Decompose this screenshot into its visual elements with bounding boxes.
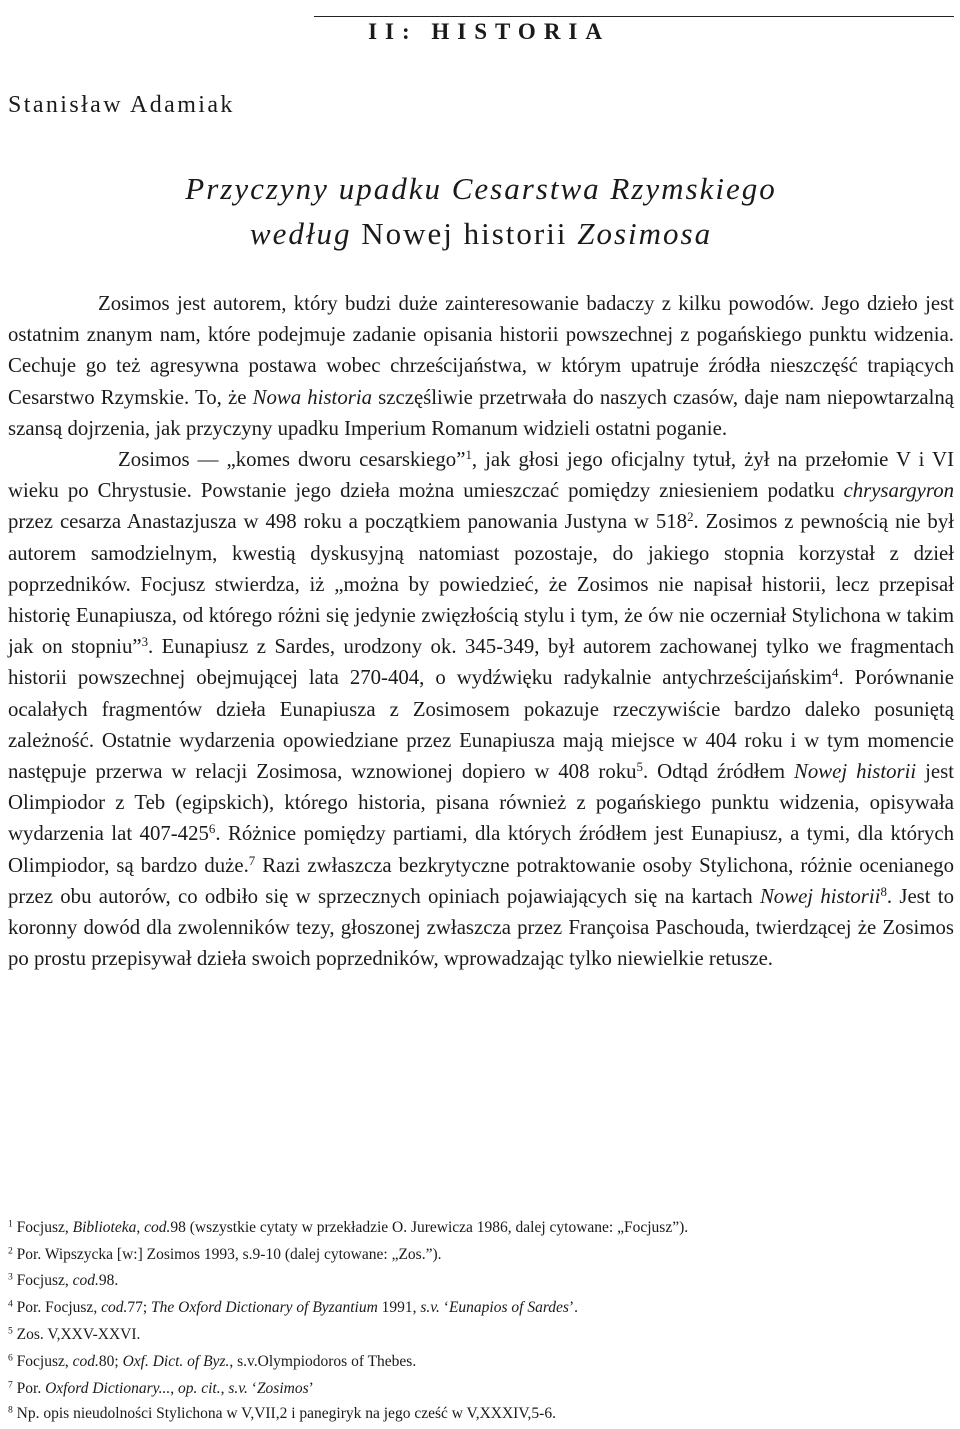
footnote-ref[interactable]: 8 [880,884,887,899]
article-body [8,288,954,974]
footnote-ref[interactable]: 2 [687,510,694,525]
text-run: Zosimos jest autorem, który budzi duże zainteresowanie badaczy z kilku powodów. Jego dzieło jest ostatnim znanym nam, które podejmuje zadanie opisania historii powszechnej z pogańskiego punktu widzenia. Cechuje go też agresywna postawa wobec chrześcijaństwa, w którym upatruje źródła nieszczęść trapiących Cesarstwo Rzymskie. To, że [8,292,954,409]
footnote-ref[interactable]: 1 [465,447,472,462]
footnote-1 [8,1218,954,1238]
italic-run: cod. [144,1219,171,1236]
italic-run: The Oxford Dictionary of Byzantium [151,1299,378,1316]
footnote-2 [8,1245,954,1265]
text-run: . Odtąd źródłem [642,760,794,784]
footnote-number: 3 [8,1271,13,1283]
text-run: 1991, [377,1299,421,1316]
text-run: Por. [12,1380,46,1397]
italic-run: Biblioteka [72,1219,137,1236]
italic-run: Oxford Dictionary... [45,1380,171,1397]
text-run: . Porównanie ocalałych fragmentów dzieła Eunapiusza z Zosimosem pokazuje rzeczywiście bardzo daleko posuniętą zależność. Ostatnie wydarzenia opowiedziane przez Eunapiusza mają miejsce w 404 roku i w tym momencie następuje przerwa w relacji Zosimosa, wznowionej dopiero w 408 roku [8,666,954,784]
italic-run: Nowej historii [759,884,881,908]
footnote-number: 8 [8,1404,13,1416]
text-run: , [220,1380,229,1397]
text-run: Razi zwłaszcza bezkrytyczne potraktowanie osoby Stylichona, różnie ocenianego przez obu autorów, co odbiło się w sprzecznych opiniach pojawiających się na kartach [8,853,954,908]
footnote-number: 5 [8,1325,13,1337]
text-run: . Eunapiusz z Sardes, urodzony ok. 345-349, był autorem zachowanej tylko we fragmentach historii powszechnej obejmującej lata 270-404, o wydźwięku radykalnie antychrześcijańskim [8,635,955,690]
text-run: Por. Wipszycka [w:] Zosimos 1993, s.9-10 (dalej cytowane: „Zos.”). [12,1246,442,1263]
footnote-5 [8,1325,954,1345]
section-header: II: HISTORIA [314,16,954,45]
italic-run: Nowej historii [793,760,917,784]
text-run: . Różnice pomiędzy partiami, dla których źródłem jest Eunapiusz, a tymi, dla których Olimpiodor, są bardzo duże. [8,822,954,877]
paragraph-2 [8,444,954,974]
paragraph-1 [8,288,954,444]
text-run: Focjusz, [12,1353,73,1370]
text-run: szczęśliwie przetrwała do naszych czasów, daje nam niepowtarzalną szansą dojrzenia, jak przyczyny upadku Imperium Romanum widzieli ostatni poganie. [8,385,954,440]
text-run: Focjusz, [12,1219,73,1236]
footnote-ref[interactable]: 7 [248,853,256,868]
italic-run: cod. [72,1272,99,1289]
text-run: , s.v.Olympiodoros of Thebes. [229,1353,417,1370]
footnote-ref[interactable]: 3 [141,635,149,650]
footnote-8 [8,1404,954,1424]
text-run: Por. Focjusz, [12,1299,102,1316]
footnote-number: 7 [8,1379,13,1391]
italic-run: s.v. [228,1380,248,1397]
text-run: Np. opis nieudolności Stylichona w V,VII,2 i panegiryk na jego cześć w V,XXXIV,5-6. [12,1405,556,1422]
italic-run: chrysargyron [843,479,954,503]
article-title [8,166,954,256]
title-line-2 [8,211,954,256]
title-zosimosa: Zosimosa [577,216,713,251]
footnote-number: 6 [8,1352,13,1364]
text-run: , jak głosi jego oficjalny tytuł, żył na przełomie V i VI wieku po Chrystusie. Powstanie jego dzieła można umieszczać pomiędzy zniesieniem podatku [8,448,954,503]
author-name: Stanisław Adamiak [8,92,235,118]
footnote-7 [8,1379,954,1399]
italic-run: Eunapios of Sardes [448,1299,569,1316]
text-run: Zos. V,XXV-XXVI. [12,1326,141,1343]
footnote-ref[interactable]: 6 [208,822,216,837]
footnote-ref[interactable]: 5 [636,759,643,774]
footnote-number: 1 [8,1218,13,1230]
text-run: 80; [98,1353,123,1370]
italic-run: s.v. [420,1299,440,1316]
text-run: 98 (wszystkie cytaty w przekładzie O. Jurewicza 1986, dalej cytowane: „Focjusz”). [170,1219,689,1236]
title-nowej-historii: Nowej historii [361,216,568,251]
text-run: Focjusz, [12,1272,73,1289]
footnote-4 [8,1298,954,1318]
text-run: , [170,1380,178,1397]
text-run: 98. [98,1272,119,1289]
footnote-6 [8,1352,954,1372]
text-run: 77; [127,1299,152,1316]
text-run: ‘ [439,1299,449,1316]
title-word-wedlug: według [249,216,352,251]
italic-run: Oxf. Dict. of Byz. [122,1353,230,1370]
footnote-3 [8,1271,954,1291]
text-run: jest Olimpiodor z Teb (egipskich), którego historia, pisana również z pogańskiego punktu widzenia, opisywała wydarzenia lat 407-425 [8,760,955,846]
text-run: . Jest to koronny dowód dla zwolenników tezy, głoszonej zwłaszcza przez Françoisa Paschouda, twierdzącej że Zosimos po prostu przepisywał dzieła swoich poprzedników, wprowadzając tylko niewielkie retusze. [8,884,954,971]
title-line-1: Przyczyny upadku Cesarstwa Rzymskiego [185,171,777,206]
italic-run: op. cit. [178,1380,221,1397]
text-run: ‘ [247,1380,257,1397]
text-run: , [136,1219,145,1236]
italic-run: cod. [101,1299,128,1316]
text-run: . Zosimos z pewnością nie był autorem samodzielnym, kwestią dyskusyjną natomiast pozostaje, do jakiego stopnia korzystał z dzieł poprzedników. Focjusz stwierdza, iż „można by powiedzieć, że Zosimos nie napisał historii, lecz przepisał historię Eunapiusza, od którego różni się jedynie zwięzłością stylu i tym, że ów nie oczerniał Stylichona w takim jak on stopniu” [8,510,954,659]
italic-run: Nowa historia [252,385,372,409]
italic-run: cod. [72,1353,99,1370]
footnote-number: 2 [8,1245,13,1257]
text-run: ’ [308,1380,314,1397]
text-run: ’. [568,1299,578,1316]
text-run: przez cesarza Anastazjusza w 498 roku a początkiem panowania Justyna w 518 [8,510,688,534]
italic-run: Zosimos [256,1380,309,1397]
text-run: Zosimos — „komes dworu cesarskiego” [118,448,466,472]
footnote-number: 4 [8,1298,13,1310]
footnote-ref[interactable]: 4 [832,666,839,681]
